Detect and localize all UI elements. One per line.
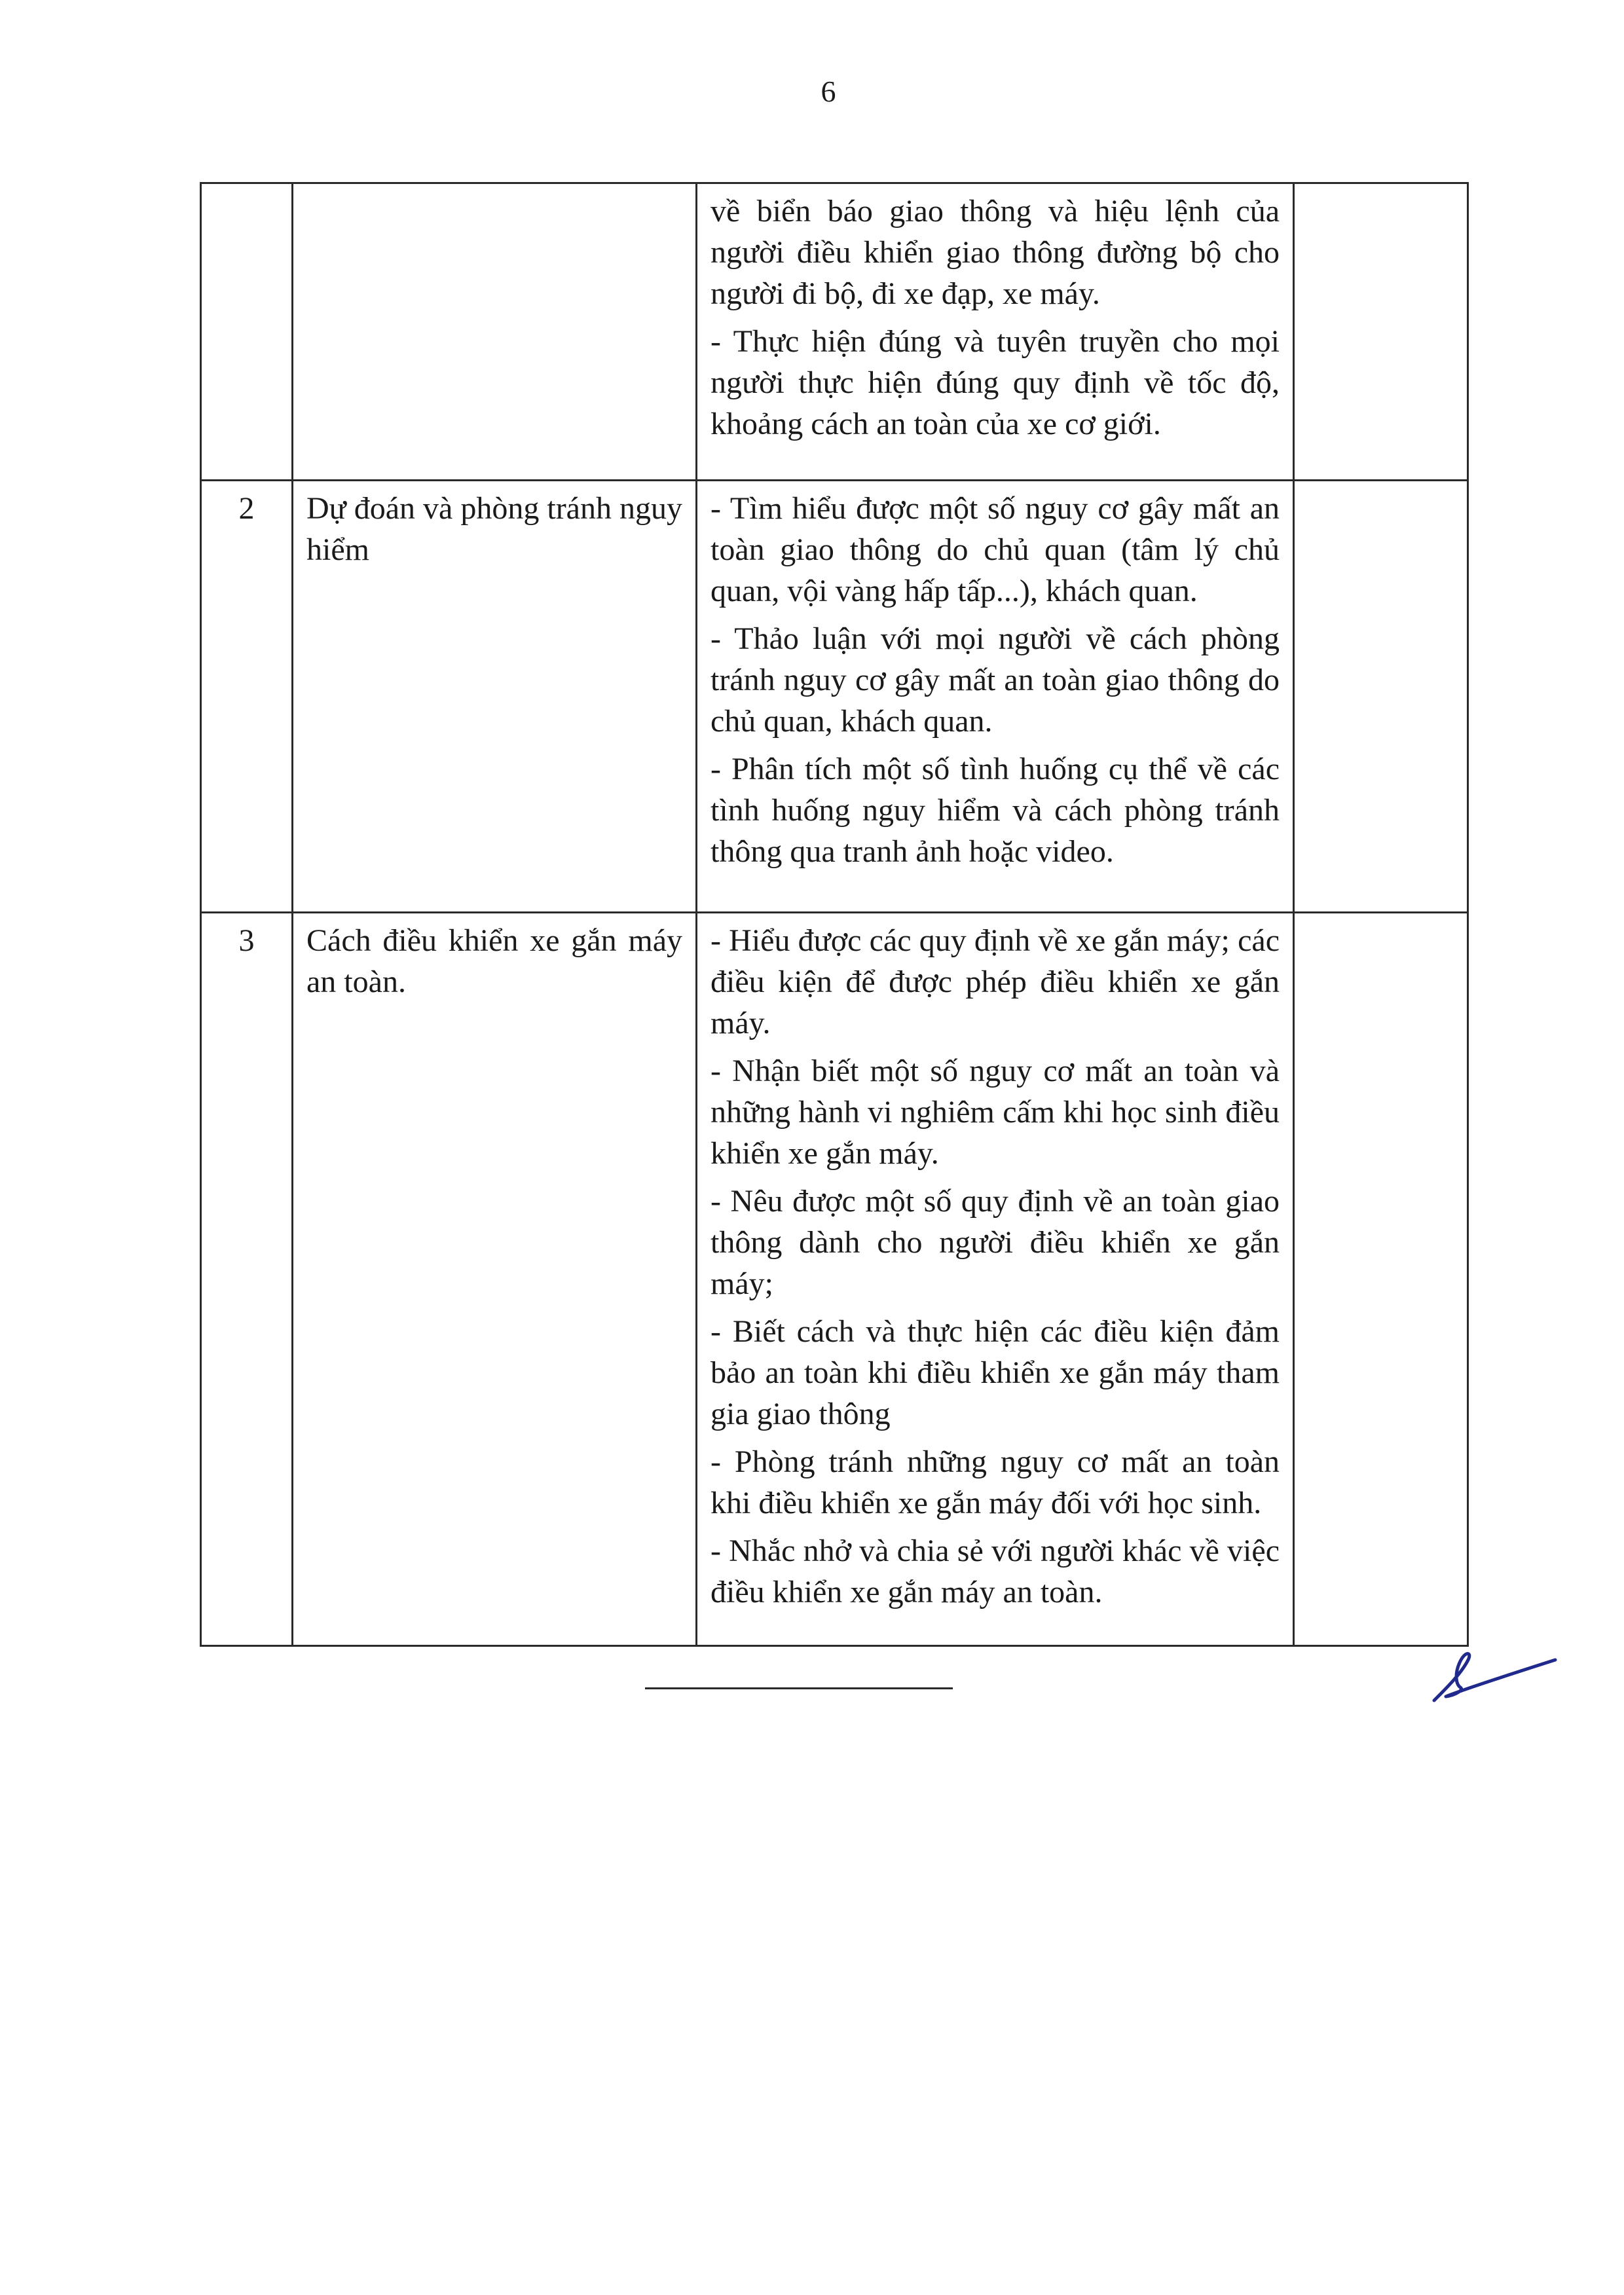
row-number-cell: 3 bbox=[201, 913, 293, 1646]
requirement-item: - Thực hiện đúng và tuyên truyền cho mọi người thực hiện đúng quy định về tốc độ, khoảng cách an toàn của xe cơ giới. bbox=[710, 324, 1280, 441]
topic-cell: Dự đoán và phòng tránh nguy hiểm bbox=[293, 481, 697, 913]
page-number: 6 bbox=[821, 75, 836, 108]
end-of-section-rule bbox=[645, 1687, 953, 1689]
requirement-item: về biển báo giao thông và hiệu lệnh của người điều khiển giao thông đường bộ cho người đi bộ, đi xe đạp, xe máy. bbox=[710, 194, 1280, 311]
note-cell bbox=[1294, 183, 1468, 481]
requirement-item: - Nêu được một số quy định về an toàn giao thông dành cho người điều khiển xe gắn máy; bbox=[710, 1184, 1280, 1301]
content-table bbox=[200, 182, 1469, 1647]
requirement-item: - Phòng tránh những nguy cơ mất an toàn khi điều khiển xe gắn máy đối với học sinh. bbox=[710, 1444, 1280, 1520]
row-number-cell bbox=[201, 183, 293, 481]
note-cell bbox=[1294, 481, 1468, 913]
table-row bbox=[201, 913, 1468, 1646]
requirement-item: - Hiểu được các quy định về xe gắn máy; các điều kiện để được phép điều khiển xe gắn máy. bbox=[710, 923, 1280, 1040]
requirement-item: - Biết cách và thực hiện các điều kiện đảm bảo an toàn khi điều khiển xe gắn máy tham gia giao thông bbox=[710, 1314, 1280, 1431]
requirement-item: - Tìm hiểu được một số nguy cơ gây mất an toàn giao thông do chủ quan (tâm lý chủ quan, vội vàng hấp tấp...), khách quan. bbox=[710, 491, 1280, 608]
requirements-cell bbox=[697, 481, 1294, 913]
requirement-item: - Nhận biết một số nguy cơ mất an toàn và những hành vi nghiêm cấm khi học sinh điều khiển xe gắn máy. bbox=[710, 1054, 1280, 1171]
topic-cell bbox=[293, 183, 697, 481]
note-cell bbox=[1294, 913, 1468, 1646]
requirements-cell bbox=[697, 183, 1294, 481]
handwritten-initial-signature bbox=[1421, 1647, 1559, 1712]
requirement-item: - Phân tích một số tình huống cụ thể về các tình huống nguy hiểm và cách phòng tránh thông qua tranh ảnh hoặc video. bbox=[710, 752, 1280, 869]
table-row bbox=[201, 183, 1468, 481]
requirements-cell bbox=[697, 913, 1294, 1646]
requirement-item: - Thảo luận với mọi người về cách phòng tránh nguy cơ gây mất an toàn giao thông do chủ quan, khách quan. bbox=[710, 621, 1280, 739]
requirement-item: - Nhắc nhở và chia sẻ với người khác về việc điều khiển xe gắn máy an toàn. bbox=[710, 1533, 1280, 1609]
topic-cell: Cách điều khiển xe gắn máy an toàn. bbox=[293, 913, 697, 1646]
table-row bbox=[201, 481, 1468, 913]
row-number-cell: 2 bbox=[201, 481, 293, 913]
